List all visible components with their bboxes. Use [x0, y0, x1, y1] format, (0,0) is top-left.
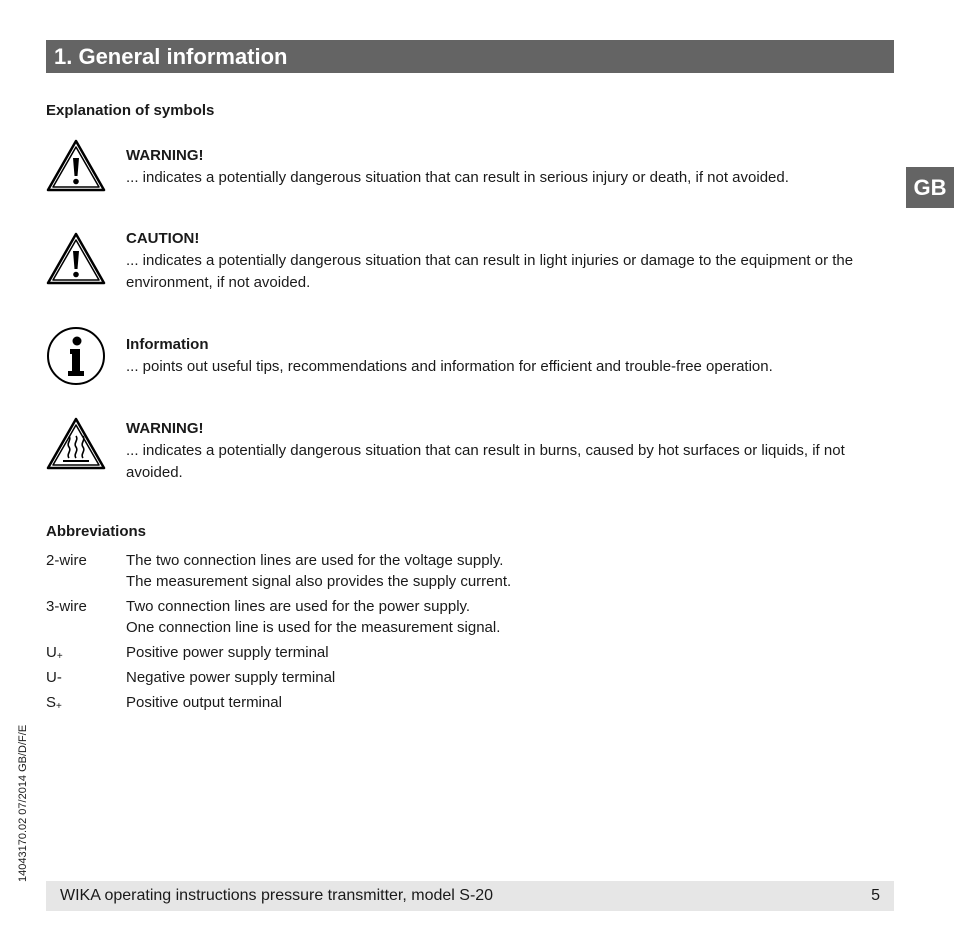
abbreviation-definition: Two connection lines are used for the power supply.	[126, 598, 471, 615]
symbol-entry-information	[126, 334, 886, 378]
symbol-title: CAUTION!	[126, 230, 200, 247]
symbol-entry-caution	[126, 228, 886, 294]
hot-surface-warning-icon	[46, 416, 106, 476]
abbreviation-key: $S_+$	[46, 694, 62, 712]
information-icon	[46, 326, 106, 386]
abbreviation-key: U-	[46, 669, 62, 686]
page-number: 5	[871, 887, 880, 904]
symbol-title: WARNING!	[126, 147, 204, 164]
abbreviations-heading: Abbreviations	[46, 523, 147, 540]
symbol-title: WARNING!	[126, 420, 204, 437]
abbreviation-key: $U_+$	[46, 644, 63, 662]
page-footer	[46, 881, 894, 911]
abbreviation-key: 2-wire	[46, 552, 87, 569]
symbol-entry-warning	[126, 145, 886, 189]
abbreviation-definition: The two connection lines are used for the voltage supply.	[126, 552, 504, 569]
symbol-description: ... points out useful tips, recommendations and information for efficient and trouble-free operation.	[126, 358, 773, 375]
section-title-banner	[46, 40, 894, 73]
symbols-heading: Explanation of symbols	[46, 102, 215, 119]
document-code: 14043170.02 07/2014 GB/D/F/E	[17, 724, 29, 882]
symbol-title: Information	[126, 336, 209, 353]
section-title: 1. General information	[54, 44, 288, 69]
abbreviation-definition: Positive power supply terminal	[126, 644, 329, 661]
abbreviation-definition: The measurement signal also provides the supply current.	[126, 573, 512, 590]
abbreviation-key: 3-wire	[46, 598, 87, 615]
symbol-description: ... indicates a potentially dangerous situation that can result in serious injury or death, if not avoided.	[126, 169, 789, 186]
abbreviation-definition: One connection line is used for the measurement signal.	[126, 619, 501, 636]
language-tab: GB	[906, 167, 954, 208]
warning-triangle-icon	[46, 138, 106, 198]
abbreviation-definition: Negative power supply terminal	[126, 669, 336, 686]
symbol-description: ... indicates a potentially dangerous situation that can result in light injuries or damage to the equipment or the environment, if not avoided.	[126, 252, 854, 291]
footer-title: WIKA operating instructions pressure transmitter, model S-20	[60, 887, 494, 904]
abbreviation-definition: Positive output terminal	[126, 694, 282, 711]
caution-triangle-icon	[46, 231, 106, 291]
symbol-description: ... indicates a potentially dangerous situation that can result in burns, caused by hot surfaces or liquids, if not avoided.	[126, 442, 845, 481]
symbol-entry-hot-surface	[126, 418, 886, 484]
